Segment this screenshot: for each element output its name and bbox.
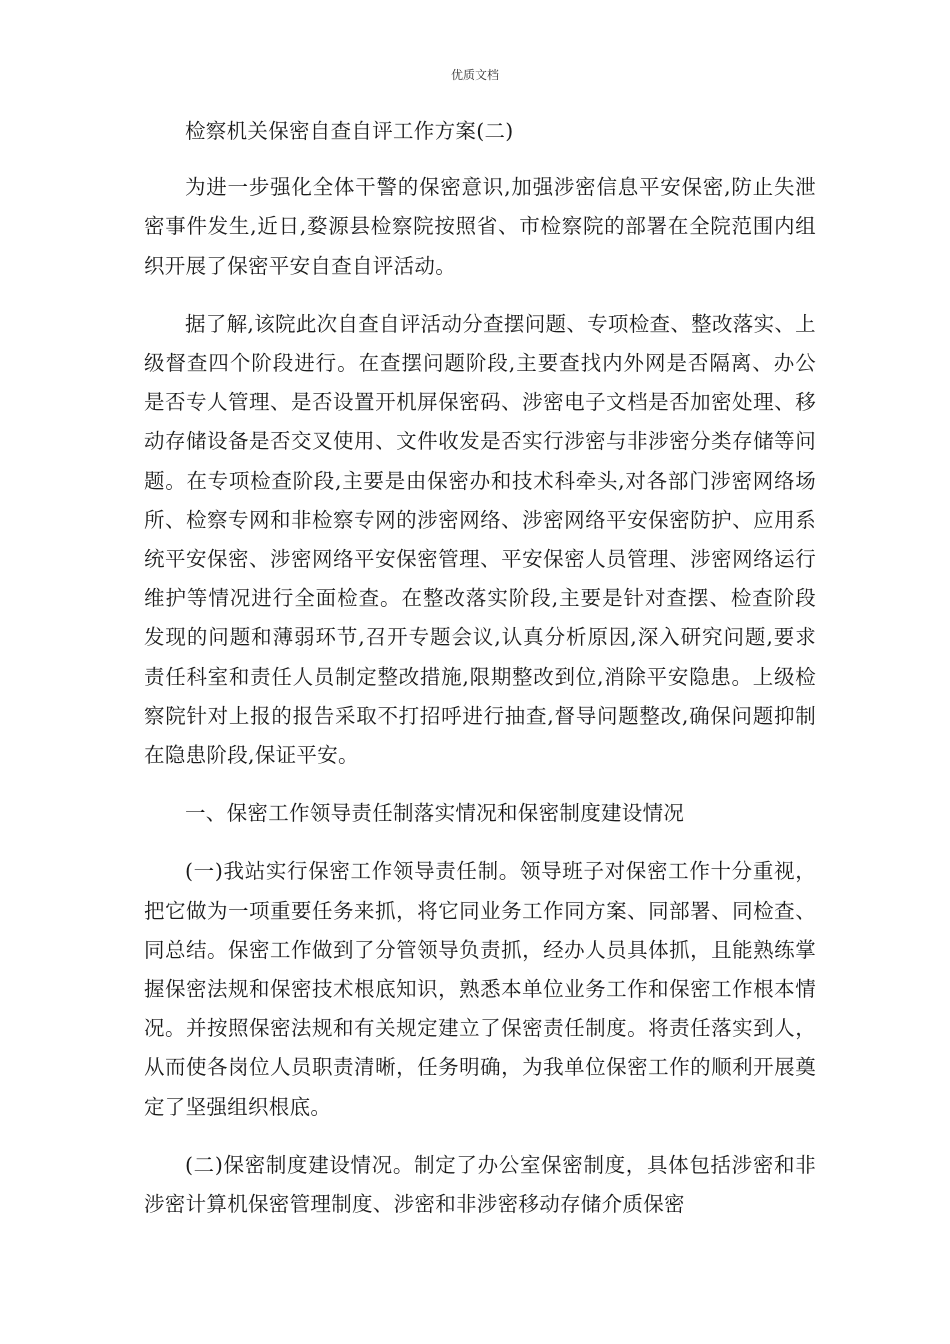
document-title: 检察机关保密自查自评工作方案(二): [185, 119, 514, 143]
section-heading-1: 一、保密工作领导责任制落实情况和保密制度建设情况: [185, 801, 685, 826]
paragraph-responsibility: (一)我站实行保密工作领导责任制。领导班子对保密工作十分重视，把它做为一项重要任务来抓，将它同业务工作同方案、同部署、同检查、同总结。保密工作做到了分管领导负责抓，经办人员具体抓，且能熟练掌握保密法规和保密技术根底知识，熟悉本单位业务工作和保密工作根本情况。并按照保密法规和有关规定建立了保密责任制度。将责任落实到人，从而使各岗位人员职责清晰，任务明确，为我单位保密工作的顺利开展奠定了坚强组织根底。: [144, 859, 816, 1119]
page-header: 优质文档: [450, 68, 499, 82]
paragraph-system-building: (二)保密制度建设情况。制定了办公室保密制度，具体包括涉密和非涉密计算机保密管理制度、涉密和非涉密移动存储介质保密: [144, 1152, 816, 1217]
paragraph-stages: 据了解,该院此次自查自评活动分查摆问题、专项检查、整改落实、上级督查四个阶段进行。在查摆问题阶段,主要查找内外网是否隔离、办公是否专人管理、是否设置开机屏保密码、涉密电子文档是否加密处理、移动存储设备是否交叉使用、文件收发是否实行涉密与非涉密分类存储等问题。在专项检查阶段,主要是由保密办和技术科牵头,对各部门涉密网络场所、检察专网和非检察专网的涉密网络、涉密网络平安保密防护、应用系统平安保密、涉密网络平安保密管理、平安保密人员管理、涉密网络运行维护等情况进行全面检查。在整改落实阶段,主要是针对查摆、检查阶段发现的问题和薄弱环节,召开专题会议,认真分析原因,深入研究问题,要求责任科室和责任人员制定整改措施,限期整改到位,消除平安隐患。上级检察院针对上报的报告采取不打招呼进行抽查,督导问题整改,确保问题抑制在隐患阶段,保证平安。: [144, 311, 816, 768]
document-body: [144, 112, 816, 1243]
paragraph-intro: 为进一步强化全体干警的保密意识,加强涉密信息平安保密,防止失泄密事件发生,近日,婺源县检察院按照省、市检察院的部署在全院范围内组织开展了保密平安自查自评活动。: [144, 175, 816, 278]
